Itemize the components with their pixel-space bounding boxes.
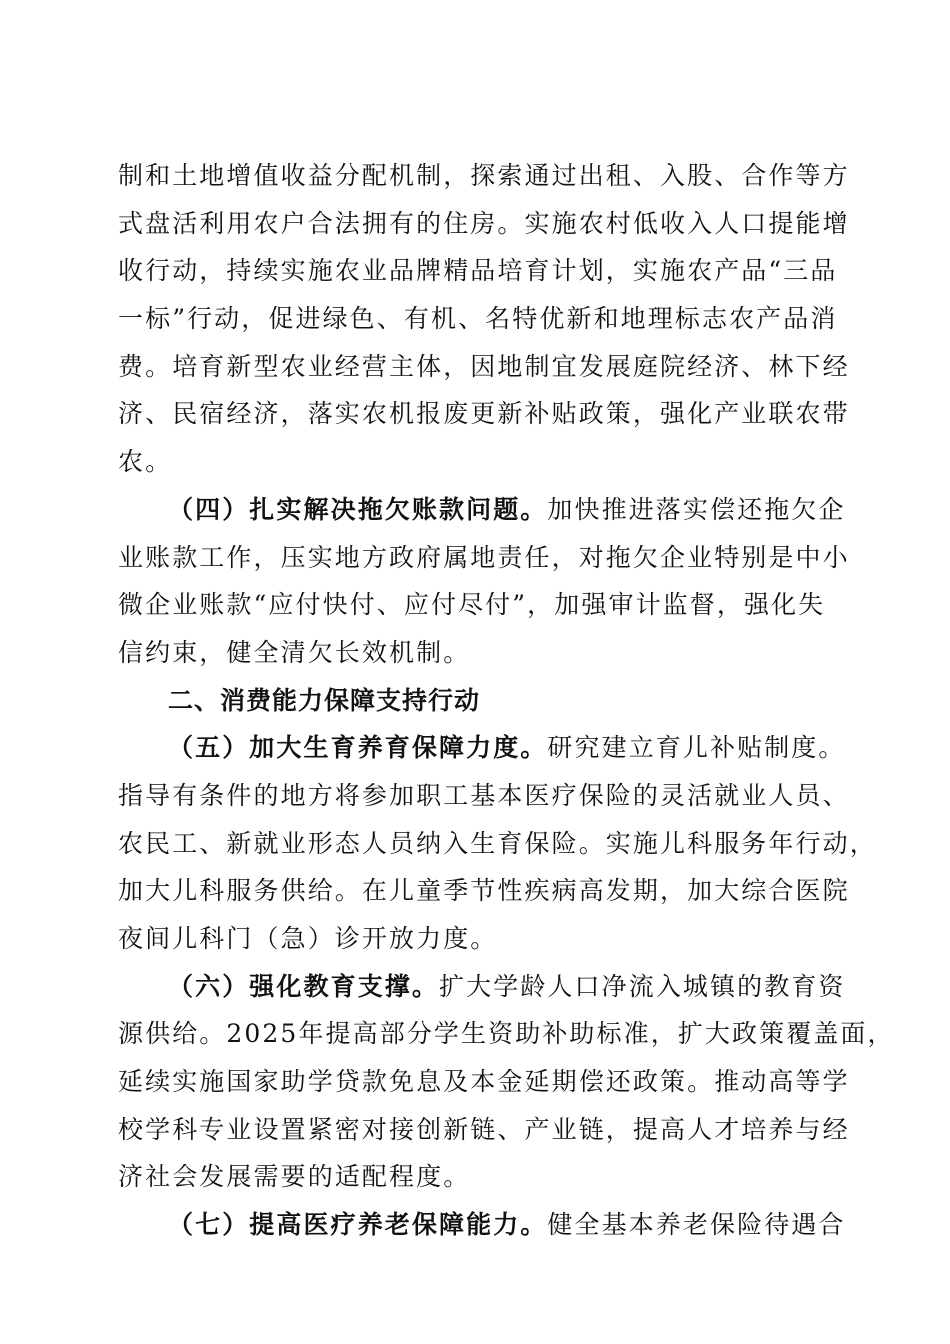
text-span: 研究建立育儿补贴制度。 <box>547 733 846 763</box>
text-line: 制和土地增值收益分配机制，探索通过出租、入股、合作等方 <box>118 161 850 190</box>
text-line: 式盘活利用农户合法拥有的住房。实施农村低收入人口提能增 <box>118 208 850 238</box>
text-line: 信约束，健全清欠长效机制。 <box>118 637 471 667</box>
paragraph-first-line <box>118 963 846 1011</box>
text-line: 一标”行动，促进绿色、有机、名特优新和地理标志农产品消 <box>118 304 838 334</box>
text-line: 农民工、新就业形态人员纳入生育保险。实施儿科服务年行动， <box>118 828 877 858</box>
text-line: 费。培育新型农业经营主体，因地制宜发展庭院经济、林下经 <box>118 351 850 381</box>
section-heading: 二、消费能力保障支持行动 <box>168 685 481 715</box>
text-span: 加快推进落实偿还拖欠企 <box>547 494 846 524</box>
text-line: 业账款工作，压实地方政府属地责任，对拖欠企业特别是中小 <box>118 542 850 572</box>
text-span: 扩大学龄人口净流入城镇的教育资 <box>439 971 846 1001</box>
text-line: 农。 <box>118 447 173 477</box>
document-body <box>118 152 895 1249</box>
text-line: 延续实施国家助学贷款免息及本金延期偿还政策。推动高等学 <box>118 1067 850 1097</box>
paragraph-first-line <box>118 724 846 772</box>
paragraph-first-line <box>118 486 846 534</box>
section-lead: （五）加大生育养育保障力度。 <box>168 733 548 763</box>
section-lead: （七）提高医疗养老保障能力。 <box>168 1210 548 1240</box>
section-lead: （四）扎实解决拖欠账款问题。 <box>168 494 548 524</box>
section-lead: （六）强化教育支撑。 <box>168 971 440 1001</box>
paragraph-first-line <box>118 1201 846 1249</box>
text-line: 指导有条件的地方将参加职工基本医疗保险的灵活就业人员、 <box>118 780 850 810</box>
text-line: 加大儿科服务供给。在儿童季节性疾病高发期，加大综合医院 <box>118 876 850 906</box>
text-line: 济社会发展需要的适配程度。 <box>118 1162 471 1192</box>
text-line: 微企业账款“应付快付、应付尽付”，加强审计监督，强化失 <box>118 590 826 620</box>
text-line: 夜间儿科门（急）诊开放力度。 <box>118 924 498 953</box>
text-line: 收行动，持续实施农业品牌精品培育计划，实施农产品“三品 <box>118 256 838 286</box>
text-line: 济、民宿经济，落实农机报废更新补贴政策，强化产业联农带 <box>118 399 850 429</box>
text-line: 源供给。2025年提高部分学生资助补助标准，扩大政策覆盖面， <box>118 1019 895 1049</box>
text-span: 健全基本养老保险待遇合 <box>547 1210 846 1240</box>
text-line: 校学科专业设置紧密对接创新链、产业链，提高人才培养与经 <box>118 1114 850 1144</box>
